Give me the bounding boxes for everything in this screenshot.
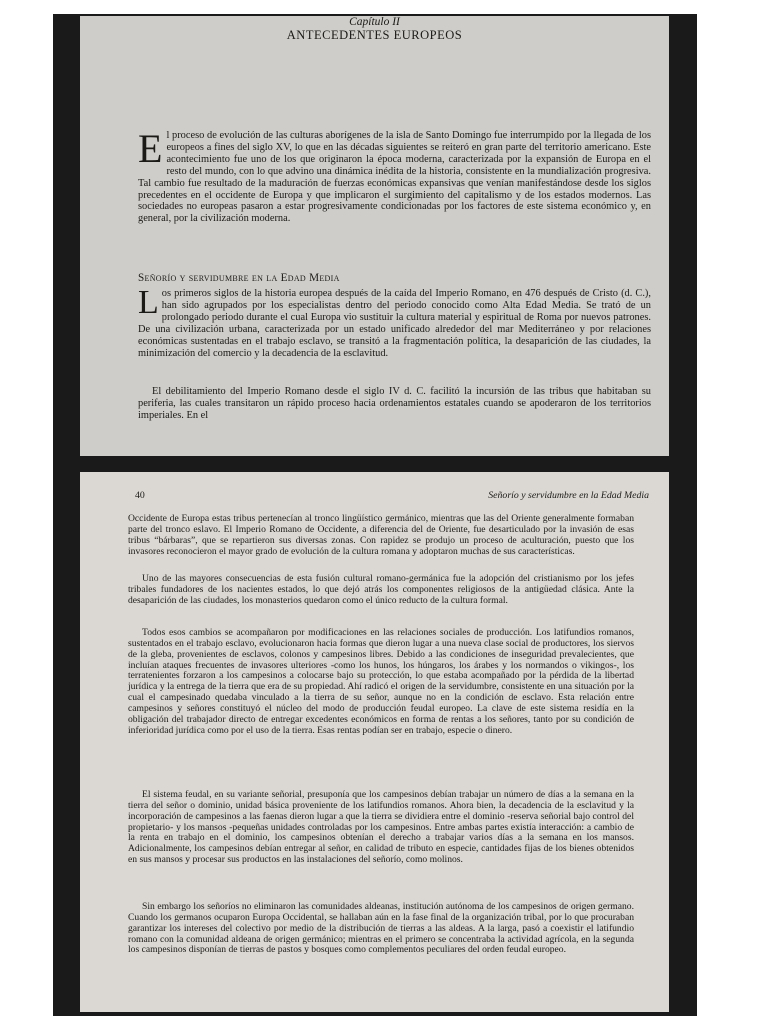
intro-text: l proceso de evolución de las culturas aborígenes de la isla de Santo Domingo fue interrumpido por la llegada de los europeos a fines del siglo XV, lo que en las décadas siguientes se reiteró en gran parte del territorio americano. Este acontecimiento fue uno de los que originaron la época moderna, caracterizada por la expansión de Europa en el resto del mundo, con lo que advino una dinámica inédita de la historia, consistente en la mundialización progresiva. Tal cambio fue resultado de la maduración de fuerzas económicas expansivas que venían manifestándose desde los siglos precedentes en el occidente de Europa y que implicaron el surgimiento del capitalismo y de los estados modernos. Las sociedades no europeas pasaron a estar progresivamente condicionadas por los factores de este sistema económico y, en general, por la civilización moderna. [138, 130, 651, 225]
chapter-label: Capítulo II [349, 16, 400, 28]
intro-paragraph [138, 126, 651, 225]
running-title: Señorío y servidumbre en la Edad Media [488, 490, 649, 501]
book-page-bottom [80, 472, 669, 1012]
book-page-top [80, 16, 669, 456]
chapter-title: ANTECEDENTES EUROPEOS [286, 28, 463, 42]
paragraph-5: Sin embargo los señoríos no eliminaron las comunidades aldeanas, institución autónoma de los campesinos de origen germano. Cuando los germanos ocuparon Europa Occidental, se hallaban aún en la fase final de la organización tribal, por lo que procuraban garantizar los intereses del colectivo por medio de la distribución de tierras a las aldeas. A la larga, pasó a coexistir el latifundio romano con la comunidad aldeana de origen germánico; mientras en el primero se concentraba la actividad agrícola, en la segunda los campesinos disponían de tierras de pastos y bosques como complementos peculiares del orden feudal europeo. [128, 901, 634, 956]
paragraph-4: El sistema feudal, en su variante señorial, presuponía que los campesinos debían trabajar un número de días a la semana en la tierra del señor o dominio, unidad básica proveniente de los latifundios romanos. Ahora bien, la decadencia de la esclavitud y la incorporación de campesinos a las faenas dieron lugar a que la tierra se dividiera entre el dominio -reserva señorial bajo control del propietario- y los mansos -pequeñas unidades controladas por los campesinos. Entre ambas partes existía interacción: a cambio de la renta en trabajo en el dominio, los campesinos obtenían el derecho a trabajar varios días a la semana en los mansos. Adicionalmente, los campesinos debían entregar al señor, en calidad de tributo en especie, cantidades fijas de los bienes obtenidos en sus mansos y procesar sus productos en las instalaciones del señorío, como molinos. [128, 789, 634, 866]
section-paragraph-1 [138, 284, 651, 359]
paragraph-2: Uno de las mayores consecuencias de esta fusión cultural romano-germánica fue la adopción del cristianismo por los jefes tribales fundadores de los nacientes estados, lo que dejó atrás los componentes religiosos de la antigüedad clásica. Ante la desaparición de las ciudades, los monasterios quedaron como el único reducto de la cultura formal. [128, 573, 634, 606]
page-number: 40 [135, 490, 145, 501]
paragraph-3: Todos esos cambios se acompañaron por modificaciones en las relaciones sociales de producción. Los latifundios romanos, sustentados en el trabajo esclavo, evolucionaron hacia formas que dieron lugar a una nueva clase social de productores, los siervos de la gleba, provenientes de esclavos, colonos y campesinos libres. Debido a las condiciones de inseguridad prevalecientes, que incluían ataques frecuentes de invasores ulteriores -como los hunos, los húngaros, los árabes y los normandos o vikingos-, los terratenientes forzaron a los campesinos a colocarse bajo su protección, lo que estaba acompañado por la pérdida de la libertad jurídica y la entrega de la tierra que era de su propiedad. Ahí radicó el origen de la servidumbre, consistente en una situación por la cual el campesinado quedaba vinculado a la tierra de su señor, aunque no en la condición de esclavo. Esta relación entre campesinos y señores constituyó el núcleo del modo de producción feudal europeo. La clave de este sistema residía en la obligación del trabajador directo de entregar excedentes económicos en forma de rentas a los señores, tanto por su condición de inferioridad jurídica como por el uso de la tierra. Esas rentas podían ser en trabajo, especie o dinero. [128, 627, 634, 736]
section-heading: Señorío y servidumbre en la Edad Media [138, 272, 340, 284]
paragraph-1: Occidente de Europa estas tribus pertenecían al tronco lingüístico germánico, mientras que las del Oriente generalmente formaban parte del tronco eslavo. El Imperio Romano de Occidente, a diferencia del de Oriente, fue desarticulado por la invasión de esas tribus “bárbaras”, que se repartieron sus diversas zonas. Con rapidez se produjo un proceso de aculturación, puesto que los invasores reconocieron el mayor grado de evolución de la cultura romana y adoptaron muchas de sus características. [128, 513, 634, 557]
drop-cap-e: E [138, 126, 163, 171]
section-paragraph-2: El debilitamiento del Imperio Romano desde el siglo IV d. C. facilitó la incursión de las tribus que habitaban su periferia, las cuales transitaron un rápido proceso hacia ordenamientos estatales cuando se apoderaron de los territorios imperiales. En el [138, 386, 651, 421]
drop-cap-l: L [138, 284, 159, 321]
section-text-1: os primeros siglos de la historia europea después de la caída del Imperio Romano, en 476 después de Cristo (d. C.), han sido agrupados por los especialistas dentro del periodo conocido como Alta Edad Media. Se trató de un prolongado periodo durante el cual Europa vio sustituir la cultura material y espiritual de Roma por nuevos patrones. De una civilización urbana, caracterizada por un estado unificado alrededor del mar Mediterráneo y por relaciones económicas sustentadas en el trabajo esclavo, se transitó a la fragmentación política, la desaparición de las ciudades, la minimización del comercio y la decadencia de la esclavitud. [138, 288, 651, 359]
